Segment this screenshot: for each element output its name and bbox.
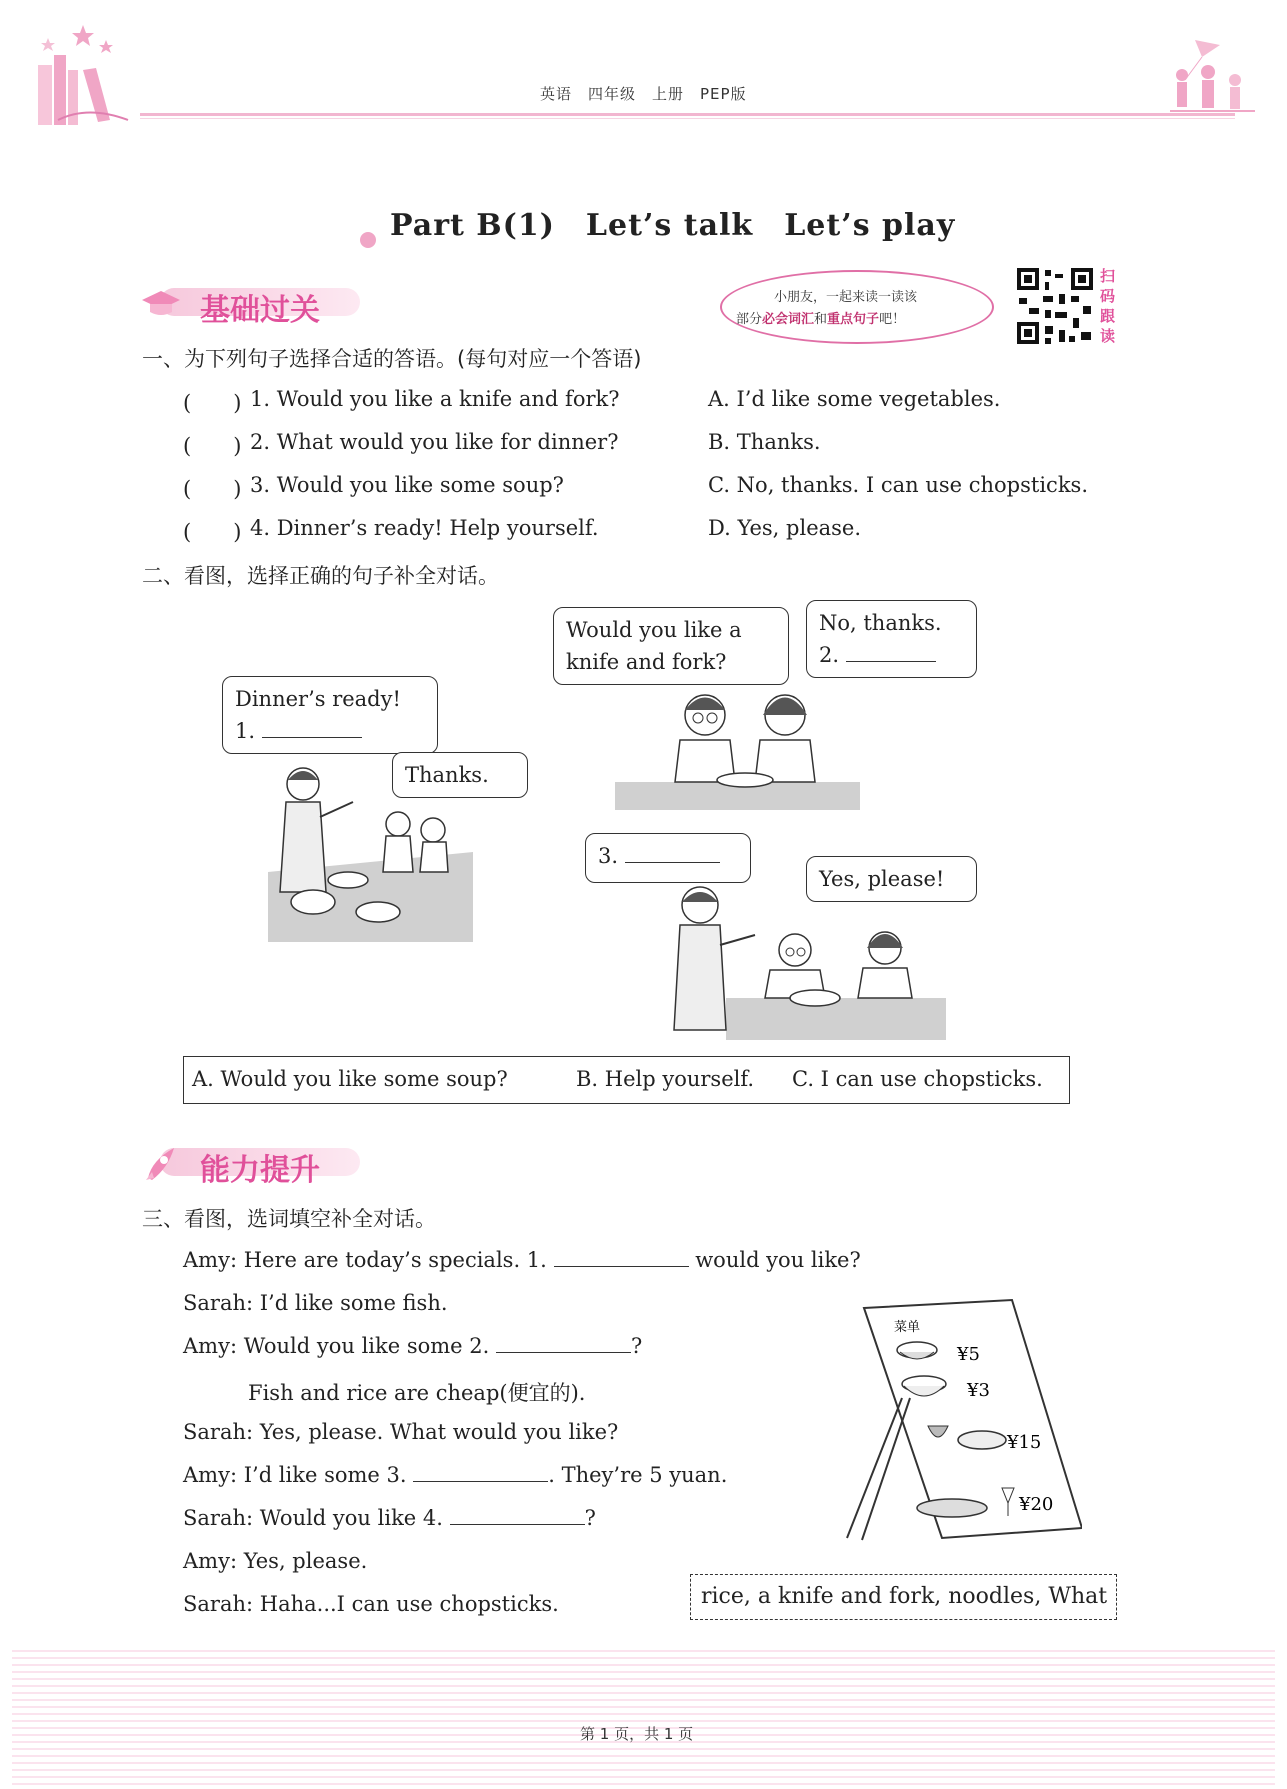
q3-line-8: Amy: Yes, please. [183,1549,368,1573]
q2-option-a: A. Would you like some soup? [192,1067,508,1091]
section-label-basic: 基础过关 [200,293,320,328]
q1-paren-2[interactable]: ( ) [183,434,242,458]
menu-price-1: ¥5 [957,1344,980,1365]
scene2-line1: Would you like a [566,618,742,642]
section-banner-advanced [140,1142,380,1188]
q3-line-4: Fish and rice are cheap(便宜的). [248,1381,586,1405]
rocket-icon [140,1142,182,1184]
q1-heading: 一、为下列句子选择合适的答语。(每句对应一个答语) [142,347,642,371]
tip-bubble [720,270,994,344]
header-rule-thin [140,118,1235,119]
q3-word-list: rice, a knife and fork, noodles, What [701,1584,1108,1609]
menu-title: 菜单 [894,1320,921,1335]
q1-question-4: 4. Dinner’s ready! Help yourself. [250,516,599,540]
scene1-illustration [268,762,473,942]
scene2-bubble-girl [806,600,977,678]
q3-line-3: Amy: Would you like some 2. ? [183,1334,643,1358]
scene2-bubble-boy [553,607,789,685]
scene1-thanks: Thanks. [405,763,489,787]
menu-price-3: ¥15 [1007,1432,1042,1453]
children-kite-icon [1160,35,1260,124]
q2-heading: 二、看图，选择正确的句子补全对话。 [142,564,499,588]
q3-blank-1[interactable] [554,1266,689,1267]
footer-band [12,1650,1275,1789]
q3-blank-3[interactable] [413,1481,548,1482]
q1-option-c: C. No, thanks. I can use chopsticks. [708,473,1088,497]
q1-question-2: 2. What would you like for dinner? [250,430,619,454]
q1-paren-4[interactable]: ( ) [183,520,242,544]
section-banner-basic [140,282,380,328]
q3-line-9: Sarah: Haha...I can use chopsticks. [183,1592,559,1616]
q3-line-1: Amy: Here are today’s specials. 1. would you like? [183,1248,861,1272]
q2-options-box [183,1056,1070,1104]
scene3-bubble-mom: 3. [585,833,751,883]
tip-line-1: 小朋友，一起来读一读该 [774,290,918,305]
menu-board [842,1298,1082,1548]
scene1-bubble-mom [222,676,438,754]
q1-option-d: D. Yes, please. [708,516,862,540]
q1-option-b: B. Thanks. [708,430,821,454]
scene2-illustration [615,680,860,810]
header-text: 英语 四年级 上册 PEP版 [540,85,747,103]
blank-3[interactable] [625,862,720,863]
q1-option-a: A. I’d like some vegetables. [708,387,1001,411]
q3-line-6: Amy: I’d like some 3. . They’re 5 yuan. [183,1463,728,1487]
q3-blank-4[interactable] [450,1524,585,1525]
q3-word-box [690,1574,1117,1620]
q2-option-b: B. Help yourself. [576,1067,755,1091]
graduation-cap-icon [140,282,182,324]
tip-line-2: 部分必会词汇和重点句子吧！ [736,312,906,327]
q1-question-1: 1. Would you like a knife and fork? [250,387,620,411]
book-logo-icon [28,20,138,129]
blank-2[interactable] [846,661,936,662]
q3-line-7: Sarah: Would you like 4. ? [183,1506,596,1530]
qr-code-icon[interactable] [1015,266,1095,346]
q1-paren-3[interactable]: ( ) [183,477,242,501]
q3-heading: 三、看图，选词填空补全对话。 [142,1207,436,1231]
q1-question-3: 3. Would you like some soup? [250,473,564,497]
q3-blank-2[interactable] [496,1352,631,1353]
menu-price-2: ¥3 [967,1380,990,1401]
page-title: Part B(1) Let’s talk Let’s play [390,208,956,243]
scene2-no-thanks: No, thanks. [819,611,942,635]
q1-paren-1[interactable]: ( ) [183,391,242,415]
q3-line-5: Sarah: Yes, please. What would you like? [183,1420,619,1444]
scene1-line1: Dinner’s ready! [235,687,401,711]
menu-price-4: ¥20 [1019,1494,1054,1515]
title-bullet [360,232,376,248]
scene3-illustration [660,880,950,1040]
header-rule [140,113,1235,116]
blank-1[interactable] [262,737,362,738]
page-number: 第 1 页，共 1 页 [580,1725,694,1743]
q2-option-c: C. I can use chopsticks. [792,1067,1043,1091]
scene3-yes-please: Yes, please! [819,867,945,891]
scene1-blank-row: 1. [235,715,425,747]
section-label-advanced: 能力提升 [200,1153,320,1188]
q3-line-2: Sarah: I’d like some fish. [183,1291,448,1315]
scene2-blank-row: 2. [819,639,964,671]
scene2-line2: knife and fork? [566,650,727,674]
scan-label: 扫 码 跟 读 [1100,267,1116,345]
